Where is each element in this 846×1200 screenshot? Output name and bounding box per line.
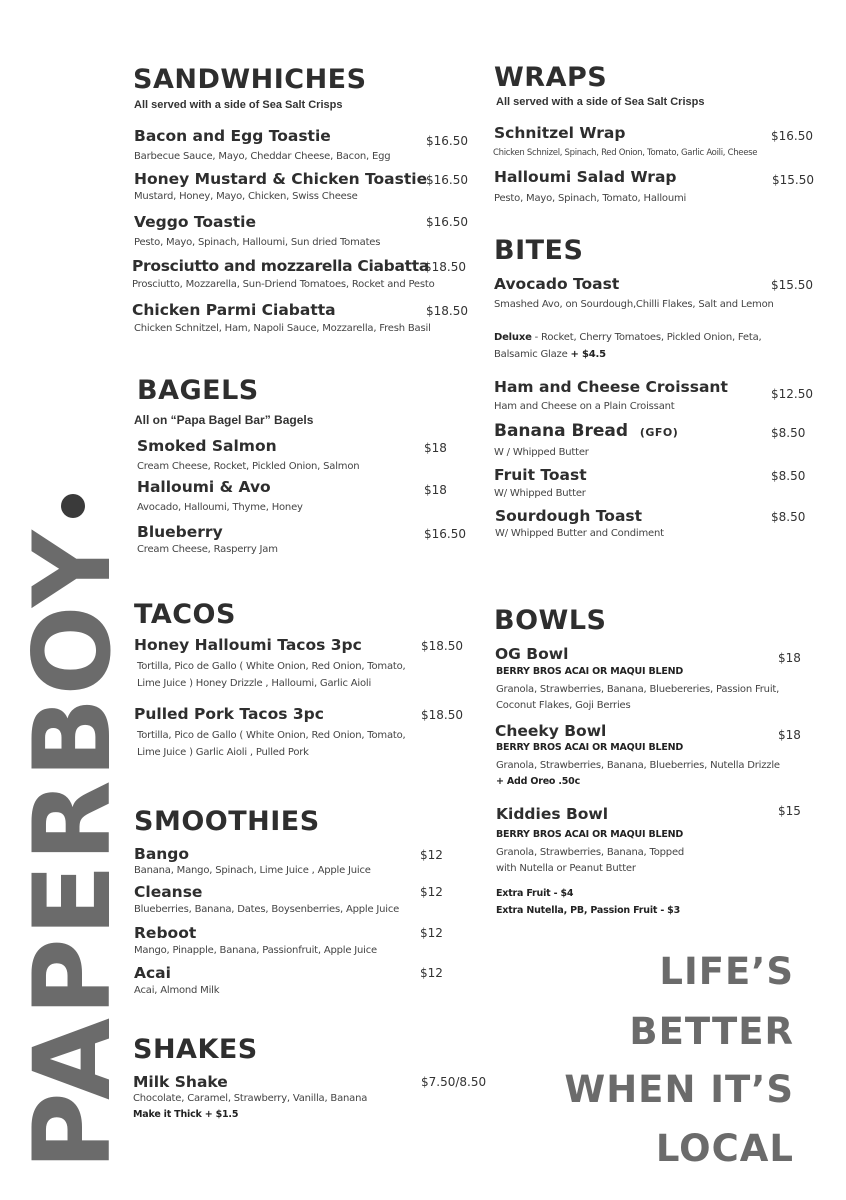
sandwich-name: Chicken Parmi Ciabatta	[132, 301, 336, 319]
wraps-subtitle: All served with a side of Sea Salt Crisps	[496, 96, 705, 108]
bowl-name: OG Bowl	[495, 645, 569, 663]
smoothie-name: Acai	[134, 964, 171, 982]
bite-name: Avocado Toast	[494, 275, 620, 293]
wrap-price: $16.50	[771, 129, 813, 143]
bite-name: Ham and Cheese Croissant	[494, 378, 728, 396]
sandwiches-title: SANDWHICHES	[133, 64, 367, 95]
bite-desc: W/ Whipped Butter	[494, 488, 586, 499]
bagel-price: $18	[424, 483, 447, 497]
slogan-line: LOCAL	[655, 1127, 794, 1170]
shake-price: $7.50/8.50	[421, 1075, 487, 1089]
shake-desc: Chocolate, Caramel, Strawberry, Vanilla, Banana	[133, 1093, 368, 1104]
bagel-name: Smoked Salmon	[137, 437, 277, 455]
bite-name: Fruit Toast	[494, 466, 587, 484]
wraps-title: WRAPS	[494, 62, 608, 93]
bowl-price: $15	[778, 804, 801, 818]
smoothie-desc: Banana, Mango, Spinach, Lime Juice , Apple Juice	[134, 865, 371, 876]
sandwich-price: $16.50	[426, 173, 468, 187]
bite-name	[494, 421, 678, 441]
smoothie-price: $12	[420, 926, 443, 940]
bagel-desc: Cream Cheese, Rocket, Pickled Onion, Salmon	[137, 461, 360, 472]
sandwich-name: Veggo Toastie	[134, 213, 256, 231]
bowl-extra: Extra Fruit - $4	[496, 888, 574, 899]
shake-note: Make it Thick + $1.5	[133, 1109, 239, 1120]
bowl-note: + Add Oreo .50c	[496, 776, 581, 787]
slogan-line: LIFE’S	[659, 950, 794, 993]
sandwich-name: Prosciutto and mozzarella Ciabatta	[132, 257, 429, 275]
bagel-name: Halloumi & Avo	[137, 478, 271, 496]
taco-desc: Lime Juice ) Honey Drizzle , Halloumi, Garlic Aioli	[137, 678, 372, 689]
bagels-subtitle: All on “Papa Bagel Bar” Bagels	[134, 413, 314, 427]
wrap-name: Schnitzel Wrap	[494, 124, 626, 142]
smoothie-name: Cleanse	[134, 883, 203, 901]
bagel-price: $18	[424, 441, 447, 455]
bite-desc: W / Whipped Butter	[494, 447, 589, 458]
bowl-desc: Granola, Strawberries, Banana, Blueberries, Nutella Drizzle	[496, 760, 780, 771]
bagels-title: BAGELS	[137, 375, 259, 406]
bowl-price: $18	[778, 728, 801, 742]
bite-desc: W/ Whipped Butter and Condiment	[495, 528, 664, 539]
bowl-blend: BERRY BROS ACAI OR MAQUI BLEND	[496, 742, 684, 753]
bowl-price: $18	[778, 651, 801, 665]
bagel-desc: Avocado, Halloumi, Thyme, Honey	[137, 502, 303, 513]
bowl-name: Cheeky Bowl	[495, 722, 607, 740]
sandwich-price: $18.50	[426, 304, 468, 318]
bite-deluxe-line2	[494, 346, 606, 363]
bite-desc: Ham and Cheese on a Plain Croissant	[494, 401, 675, 412]
bowls-title: BOWLS	[494, 605, 607, 636]
sandwich-price: $16.50	[426, 215, 468, 229]
bowl-desc: Granola, Strawberries, Banana, Topped	[496, 847, 685, 858]
bagel-name: Blueberry	[137, 523, 223, 541]
bite-name-text: Banana Bread	[494, 421, 629, 441]
taco-desc: Tortilla, Pico de Gallo ( White Onion, Red Onion, Tomato,	[137, 730, 406, 741]
smoothie-price: $12	[420, 885, 443, 899]
bowl-blend: BERRY BROS ACAI OR MAQUI BLEND	[496, 829, 684, 840]
brand-name: PAPERBOY	[11, 528, 134, 1170]
brand-dot	[61, 494, 85, 518]
taco-name: Honey Halloumi Tacos 3pc	[134, 636, 362, 654]
taco-desc: Lime Juice ) Garlic Aioli , Pulled Pork	[137, 747, 309, 758]
bowl-desc: with Nutella or Peanut Butter	[496, 863, 636, 874]
bagel-desc: Cream Cheese, Rasperry Jam	[137, 544, 278, 555]
sandwich-price: $18.50	[424, 260, 466, 274]
smoothie-name: Reboot	[134, 924, 197, 942]
smoothie-price: $12	[420, 966, 443, 980]
deluxe-label: Deluxe	[494, 332, 532, 343]
bite-price: $15.50	[771, 278, 813, 292]
sandwich-name: Honey Mustard & Chicken Toastie	[134, 170, 428, 188]
slogan-line: BETTER	[629, 1010, 794, 1053]
smoothie-desc: Acai, Almond Milk	[134, 985, 220, 996]
deluxe-text2: Balsamic Glaze	[494, 349, 571, 360]
sandwich-desc: Barbecue Sauce, Mayo, Cheddar Cheese, Bacon, Egg	[134, 151, 391, 162]
bowl-blend: BERRY BROS ACAI OR MAQUI BLEND	[496, 666, 684, 677]
bowl-desc: Coconut Flakes, Goji Berries	[496, 700, 631, 711]
slogan-line: WHEN IT’S	[564, 1068, 794, 1111]
bite-price: $8.50	[771, 469, 806, 483]
bowl-extra: Extra Nutella, PB, Passion Fruit - $3	[496, 905, 681, 916]
smoothie-name: Bango	[134, 845, 190, 863]
bite-deluxe	[494, 329, 762, 346]
bowl-desc: Granola, Strawberries, Banana, Bluebereries, Passion Fruit,	[496, 684, 780, 695]
bite-desc: Smashed Avo, on Sourdough,Chilli Flakes, Salt and Lemon	[494, 299, 774, 310]
tacos-title: TACOS	[134, 599, 236, 630]
bite-name: Sourdough Toast	[495, 507, 643, 525]
bites-title: BITES	[494, 235, 584, 266]
wrap-price: $15.50	[772, 173, 814, 187]
taco-name: Pulled Pork Tacos 3pc	[134, 705, 324, 723]
sandwich-desc: Chicken Schnitzel, Ham, Napoli Sauce, Mozzarella, Fresh Basil	[134, 323, 431, 334]
deluxe-text: - Rocket, Cherry Tomatoes, Pickled Onion, Feta,	[531, 332, 762, 343]
deluxe-price: + $4.5	[570, 349, 606, 360]
sandwiches-subtitle: All served with a side of Sea Salt Crisps	[134, 99, 343, 111]
wrap-desc: Chicken Schnizel, Spinach, Red Onion, Tomato, Garlic Aoili, Cheese	[493, 148, 758, 158]
bite-price: $8.50	[771, 426, 806, 440]
sandwich-price: $16.50	[426, 134, 468, 148]
sandwich-name: Bacon and Egg Toastie	[134, 127, 331, 145]
smoothie-price: $12	[420, 848, 443, 862]
taco-price: $18.50	[421, 708, 463, 722]
shake-name: Milk Shake	[133, 1073, 228, 1091]
brand-logo	[11, 494, 134, 1170]
shakes-title: SHAKES	[133, 1034, 258, 1065]
wrap-name: Halloumi Salad Wrap	[494, 168, 677, 186]
smoothie-desc: Blueberries, Banana, Dates, Boysenberries, Apple Juice	[134, 904, 400, 915]
bagel-price: $16.50	[424, 527, 466, 541]
sandwich-desc: Pesto, Mayo, Spinach, Halloumi, Sun dried Tomates	[134, 237, 381, 248]
smoothie-desc: Mango, Pinapple, Banana, Passionfruit, Apple Juice	[134, 945, 377, 956]
sandwich-desc: Mustard, Honey, Mayo, Chicken, Swiss Cheese	[134, 191, 358, 202]
sandwich-desc: Prosciutto, Mozzarella, Sun-Driend Tomatoes, Rocket and Pesto	[132, 279, 435, 290]
bite-price: $8.50	[771, 510, 806, 524]
wrap-desc: Pesto, Mayo, Spinach, Tomato, Halloumi	[494, 193, 687, 204]
smoothies-title: SMOOTHIES	[134, 806, 320, 837]
gfo-tag: (GFO)	[639, 426, 679, 439]
taco-desc: Tortilla, Pico de Gallo ( White Onion, Red Onion, Tomato,	[137, 661, 406, 672]
bite-price: $12.50	[771, 387, 813, 401]
taco-price: $18.50	[421, 639, 463, 653]
bowl-name: Kiddies Bowl	[496, 805, 609, 823]
